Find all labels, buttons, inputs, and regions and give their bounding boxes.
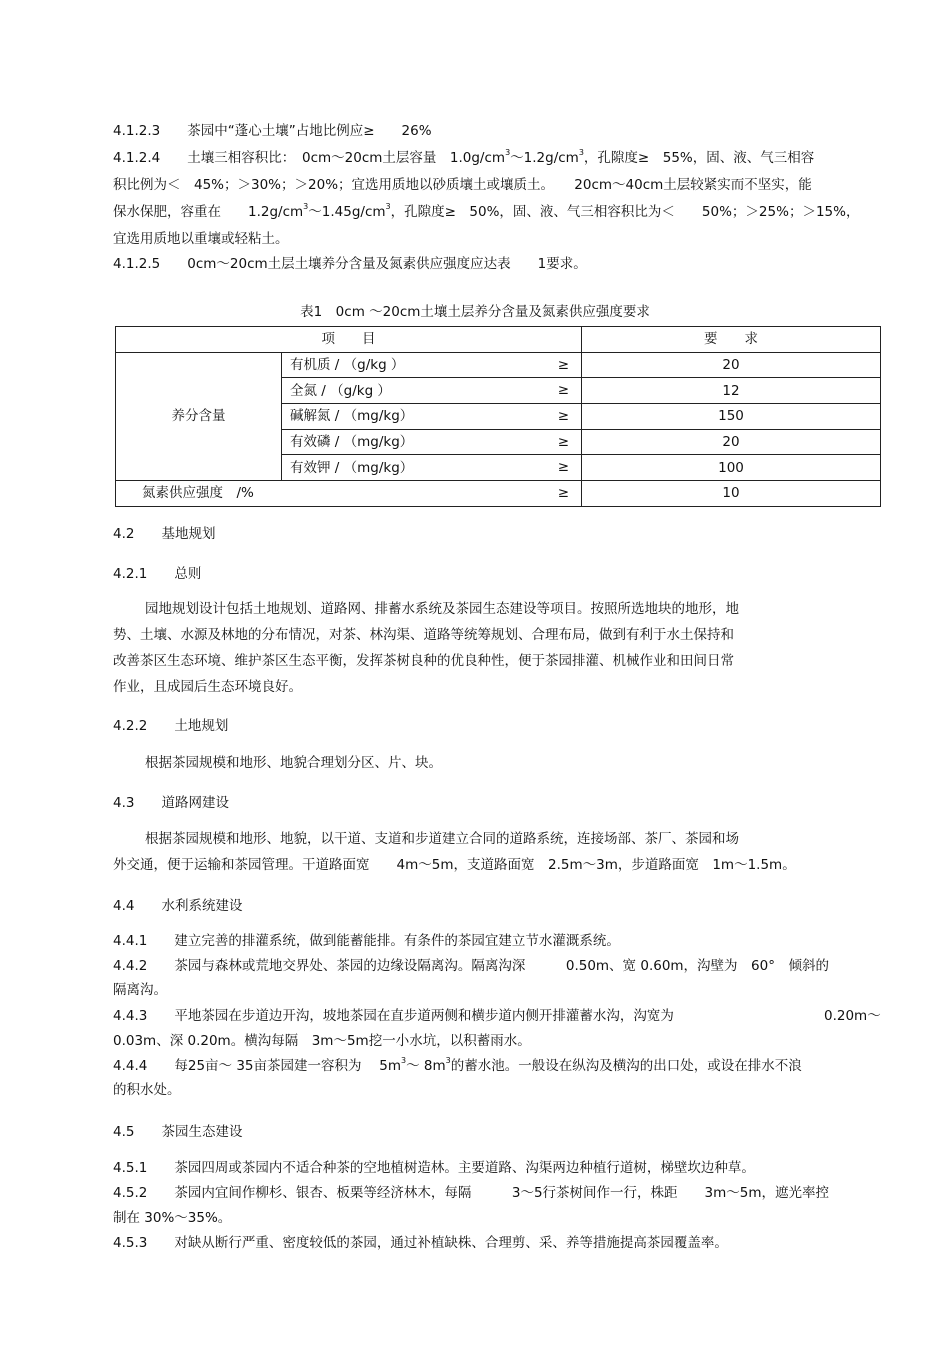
row-value: 20 bbox=[582, 429, 881, 455]
group-label: 养分含量 bbox=[116, 352, 282, 480]
table-header-row bbox=[116, 327, 881, 353]
heading-4-5: 4.5 茶园生态建设 bbox=[113, 1124, 243, 1140]
header-requirement: 要 求 bbox=[582, 327, 881, 353]
row-value: 100 bbox=[582, 455, 881, 481]
heading-4-2-1: 4.2.1 总则 bbox=[113, 566, 202, 582]
row-name bbox=[282, 429, 582, 455]
row-value: 20 bbox=[582, 352, 881, 378]
row-name bbox=[282, 378, 582, 404]
text-segment: ～1.45g/cm bbox=[308, 204, 386, 220]
clause-4-1-2-4-line-1 bbox=[113, 148, 814, 168]
text-segment: ，孔隙度≥ 55%，固、液、气三相容 bbox=[583, 150, 815, 166]
superscript: 3 bbox=[445, 1056, 451, 1065]
text-segment: 保水保肥，容重在 1.2g/cm bbox=[113, 204, 304, 220]
paragraph-line: 根据茶园规模和地形、地貌合理划分区、片、块。 bbox=[145, 755, 442, 771]
heading-4-3: 4.3 道路网建设 bbox=[113, 795, 229, 811]
row-name-text: 有机质 / （g/kg ） bbox=[290, 357, 405, 374]
row-name-text: 碱解氮 / （mg/kg） bbox=[290, 408, 414, 425]
supply-value: 10 bbox=[582, 481, 881, 507]
clause-4-4-1: 4.4.1 建立完善的排灌系统，做到能蓄能排。有条件的茶园宜建立节水灌溉系统。 bbox=[113, 933, 620, 949]
row-value: 150 bbox=[582, 404, 881, 430]
clause-4-5-3: 4.5.3 对缺从断行严重、密度较低的茶园，通过补植缺株、合理剪、采、养等措施提高茶园覆盖率。 bbox=[113, 1235, 728, 1251]
superscript: 3 bbox=[303, 202, 309, 211]
clause-4-4-3-line-1-end: 0.20m～ bbox=[824, 1008, 881, 1024]
paragraph-line: 作业，且成园后生态环境良好。 bbox=[113, 679, 302, 695]
ge-symbol: ≥ bbox=[557, 459, 569, 476]
table-row-supply bbox=[116, 481, 881, 507]
requirements-table bbox=[115, 326, 881, 507]
ge-symbol: ≥ bbox=[557, 382, 569, 399]
clause-4-4-4-line-1 bbox=[113, 1056, 802, 1076]
paragraph-line: 根据茶园规模和地形、地貌，以干道、支道和步道建立合同的道路系统，连接场部、茶厂、茶园和场 bbox=[145, 831, 739, 847]
clause-4-1-2-4-line-2: 积比例为＜ 45%；＞30%；＞20%；宜选用质地以砂质壤土或壤质土。 20cm～40cm土层较紧实而不坚实，能 bbox=[113, 177, 812, 193]
row-name bbox=[282, 455, 582, 481]
superscript: 3 bbox=[385, 202, 391, 211]
heading-4-2-2: 4.2.2 土地规划 bbox=[113, 718, 229, 734]
paragraph-line: 势、土壤、水源及林地的分布情况，对茶、林沟渠、道路等统筹规划、合理布局，做到有利于水土保持和 bbox=[113, 627, 734, 643]
row-name bbox=[282, 404, 582, 430]
ge-symbol: ≥ bbox=[557, 433, 569, 450]
text-segment: 的蓄水池。一般设在纵沟及横沟的出口处，或设在排水不浪 bbox=[450, 1058, 802, 1074]
row-name-text: 有效磷 / （mg/kg） bbox=[290, 434, 414, 451]
clause-4-4-2-line-1: 4.4.2 茶园与森林或荒地交界处、茶园的边缘设隔离沟。隔离沟深 0.50m、宽 0.60m，沟壁为 60° 倾斜的 bbox=[113, 958, 829, 974]
paragraph-line: 改善茶区生态环境、维护茶区生态平衡，发挥茶树良种的优良种性，便于茶园排灌、机械作业和田间日常 bbox=[113, 653, 734, 669]
row-name bbox=[282, 352, 582, 378]
text-segment: ，孔隙度≥ 50%，固、液、气三相容积比为＜ 50%；＞25%；＞15%， bbox=[390, 204, 860, 220]
ge-symbol: ≥ bbox=[557, 485, 569, 502]
ge-symbol: ≥ bbox=[557, 356, 569, 373]
row-name-text: 全氮 / （g/kg ） bbox=[290, 382, 391, 399]
clause-4-1-2-3: 4.1.2.3 茶园中“蓬心土壤”占地比例应≥ 26% bbox=[113, 123, 432, 139]
ge-symbol: ≥ bbox=[557, 408, 569, 425]
clause-4-4-3-line-2: 0.03m、深 0.20m。横沟每隔 3m～5m挖一小水坑，以积蓄雨水。 bbox=[113, 1033, 531, 1049]
heading-4-2: 4.2 基地规划 bbox=[113, 526, 216, 542]
paragraph-line: 外交通，便于运输和茶园管理。干道路面宽 4m～5m，支道路面宽 2.5m～3m，步道路面宽 1m～1.5m。 bbox=[113, 857, 796, 873]
row-value: 12 bbox=[582, 378, 881, 404]
text-segment: ～1.2g/cm bbox=[510, 150, 579, 166]
clause-4-4-2-line-2: 隔离沟。 bbox=[113, 982, 167, 998]
row-name-text: 有效钾 / （mg/kg） bbox=[290, 459, 414, 476]
text-segment: ～ 8m bbox=[406, 1058, 446, 1074]
supply-name-text: 氮素供应强度 /% bbox=[142, 485, 254, 502]
clause-4-1-2-4-line-3 bbox=[113, 202, 859, 222]
header-item: 项 目 bbox=[116, 327, 582, 353]
clause-4-4-4-line-2: 的积水处。 bbox=[113, 1082, 181, 1098]
text-segment: 4.4.4 每25亩～ 35亩茶园建一容积为 5m bbox=[113, 1058, 402, 1074]
clause-4-5-2-line-2: 制在 30%～35%。 bbox=[113, 1210, 232, 1226]
clause-4-1-2-4-line-4: 宜选用质地以重壤或轻粘土。 bbox=[113, 231, 289, 247]
table-caption: 表1 0cm ～20cm土壤土层养分含量及氮素供应强度要求 bbox=[300, 304, 650, 320]
supply-name bbox=[116, 481, 582, 507]
superscript: 3 bbox=[505, 148, 511, 157]
text-segment: 4.1.2.4 土壤三相容积比： 0cm～20cm土层容量 1.0g/cm bbox=[113, 150, 506, 166]
superscript: 3 bbox=[578, 148, 584, 157]
clause-4-4-3-line-1: 4.4.3 平地茶园在步道边开沟，坡地茶园在直步道两侧和横步道内侧开排灌蓄水沟，沟宽为 bbox=[113, 1008, 674, 1024]
paragraph-line: 园地规划设计包括土地规划、道路网、排蓄水系统及茶园生态建设等项目。按照所选地块的地形，地 bbox=[145, 601, 739, 617]
clause-4-1-2-5: 4.1.2.5 0cm～20cm土层土壤养分含量及氮素供应强度应达表 1要求。 bbox=[113, 256, 587, 272]
clause-4-5-2-line-1: 4.5.2 茶园内宜间作柳杉、银杏、板栗等经济林木，每隔 3～5行茶树间作一行，株距 3m～5m，遮光率控 bbox=[113, 1185, 830, 1201]
heading-4-4: 4.4 水利系统建设 bbox=[113, 898, 243, 914]
clause-4-5-1: 4.5.1 茶园四周或茶园内不适合种茶的空地植树造林。主要道路、沟渠两边种植行道树，梯壁坎边种草。 bbox=[113, 1160, 755, 1176]
table-row bbox=[116, 352, 881, 378]
superscript: 3 bbox=[401, 1056, 407, 1065]
